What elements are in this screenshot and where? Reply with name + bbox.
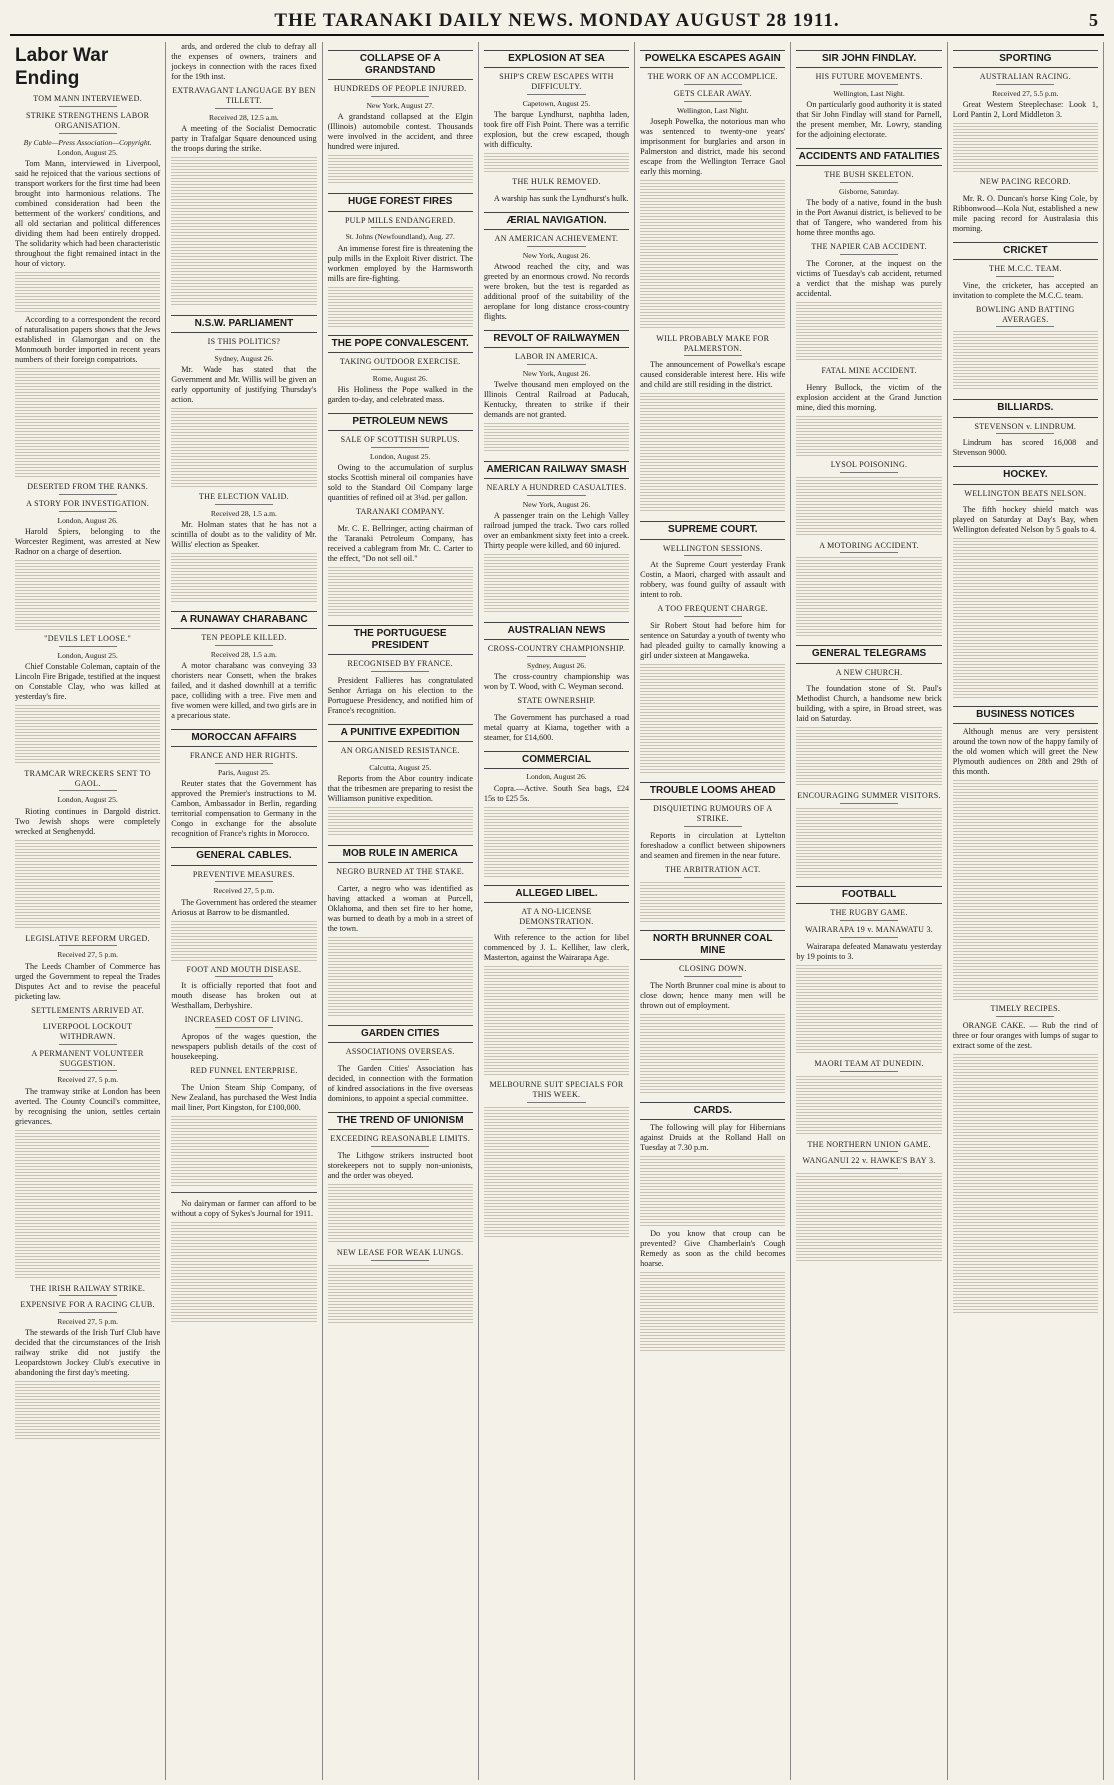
dateline: Received 28, 12.5 a.m. [209,112,279,122]
subheading: CLOSING DOWN. [640,964,785,977]
text-filler [796,557,941,637]
article-text: ards, and ordered the club to defray all the expenses of owners, trainers and jockeys in connection with the races fixed for the 19th inst. [171,42,317,81]
column-6 [791,42,947,1780]
text-filler [484,554,629,614]
text-filler [328,155,473,185]
subheading: THE BUSH SKELETON. [796,170,941,183]
page-number: 5 [1089,10,1098,30]
headline: CRICKET [953,242,1098,260]
text-filler [796,808,941,878]
text-filler [640,664,785,774]
subheading: WELLINGTON SESSIONS. [640,544,785,557]
subheading: LEGISLATIVE REFORM URGED. [15,934,160,947]
text-filler [171,408,316,488]
dateline: Received 27, 5.5 p.m. [992,88,1059,98]
subheading: SETTLEMENTS ARRIVED AT. [15,1006,160,1019]
column-1 [10,42,166,1780]
advertisement-text: No dairyman or farmer can afford to be without a copy of Sykes's Journal for 1911. [171,1198,317,1218]
dateline: Rome, August 26. [372,373,428,383]
dateline: St. Johns (Newfoundland), Aug. 27. [345,232,455,242]
subheading: EXPENSIVE FOR A RACING CLUB. [15,1300,160,1313]
article-text: Joseph Powelka, the notorious man who was sentenced to twenty-one years' imprisonment for burglaries and arson in Palmerston and district, made his second escape from the Wellington Terrace Gaol early this morning. [640,116,786,176]
subheading: WANGANUI 22 v. HAWKE'S BAY 3. [796,1156,941,1169]
headline: ACCIDENTS AND FATALITIES [796,148,941,166]
dateline: London, August 26. [526,772,587,782]
article-text: Lindrum has scored 16,008 and Stevenson 9000. [952,438,1098,458]
masthead [10,8,1104,36]
subheading: AN AMERICAN ACHIEVEMENT. [484,234,629,247]
article-text: His Holiness the Pope walked in the garden to-day, and celebrated mass. [327,384,473,404]
article-text: On particularly good authority it is stated that Sir John Findlay will stand for Parnell, the present member, Mr. Lowry, standing for the adjoining electorate. [796,100,942,140]
article-text: At the Supreme Court yesterday Frank Costin, a Maori, charged with assault and robbery, was found guilty of assault with intent to rob. [640,560,786,600]
text-filler [953,331,1098,391]
subheading: PREVENTIVE MEASURES. [171,870,316,883]
headline: CARDS. [640,1102,785,1120]
dateline: London, August 25. [57,650,118,660]
subheading: A STORY FOR INVESTIGATION. [15,499,160,512]
dateline: Received 28, 1.5 a.m. [210,649,277,659]
article-text: Apropos of the wages question, the newspapers publish details of the cost of housekeeping. [171,1032,317,1061]
headline: N.S.W. PARLIAMENT [171,315,316,333]
headline: HOCKEY. [953,466,1098,484]
dateline: Received 28, 1.5 a.m. [210,508,277,518]
article-text: The North Brunner coal mine is about to close down; hence many men will be thrown out of employment. [640,980,786,1010]
headline: ALLEGED LIBEL. [484,885,629,903]
subheading: TRAMCAR WRECKERS SENT TO GAOL. [15,769,160,792]
subheading: FOOT AND MOUTH DISEASE. [171,965,316,978]
headline: A PUNITIVE EXPEDITION [328,724,473,742]
subheading: DISQUIETING RUMOURS OF A STRIKE. [640,804,785,827]
subheading: EXCEEDING REASONABLE LIMITS. [328,1134,473,1147]
headline: REVOLT OF RAILWAYMEN [484,330,629,348]
main-heading: Labor War Ending [15,45,109,90]
headline: BUSINESS NOTICES [953,706,1098,724]
text-filler [953,780,1098,1000]
subheading: INCREASED COST OF LIVING. [171,1015,316,1028]
dateline: Capetown, August 25. [522,98,591,108]
dateline: Received 27, 5 p.m. [57,1075,119,1085]
article-text: The foundation stone of St. Paul's Methodist Church, a handsome new brick building, with a spire, in Broad street, was laid on Saturday. [796,684,942,724]
subheading: TARANAKI COMPANY. [328,507,473,520]
text-filler [796,965,941,1055]
subheading: FRANCE AND HER RIGHTS. [171,751,316,764]
article-text: The tramway strike at London has been averted. The County Council's committee, by recognising the union, settles certain grievances. [15,1086,161,1126]
text-filler [15,840,160,930]
dateline: Sydney, August 26. [214,353,274,363]
article-text: Sir Robert Stout had before him for sentence on Saturday a youth of twenty who had pleaded guilty to carnally knowing a girl under sixteen at Mangaweka. [640,621,786,661]
subheading: TOM MANN INTERVIEWED. [15,94,160,107]
article-text: The cross-country championship was won by T. Wood, with C. Weyman second. [483,672,630,692]
text-filler [15,705,160,765]
subheading: STATE OWNERSHIP. [484,696,629,709]
subheading: AN ORGANISED RESISTANCE. [328,746,473,759]
headline: TROUBLE LOOMS AHEAD [640,782,785,800]
article-text: The Union Steam Ship Company, of New Zealand, has purchased the West India mail liner, Port Kingston, for £100,000. [171,1082,317,1112]
article-text: The Lithgow strikers instructed boot storekeepers not to supply non-unionists, and the order was obeyed. [327,1150,473,1180]
article-text: The Government has ordered the steamer Ariosus at Barrow to be dismantled. [171,897,317,917]
subheading: AUSTRALIAN RACING. [953,72,1098,85]
subheading: EXTRAVAGANT LANGUAGE BY BEN TILLETT. [171,86,316,109]
text-filler [484,423,629,453]
dateline: London, August 25. [57,147,118,157]
headline: PETROLEUM NEWS [328,413,473,431]
text-filler [328,1265,473,1325]
dateline: Paris, August 25. [217,768,270,778]
dateline: New York, August 26. [522,250,591,260]
text-filler [15,560,160,630]
text-filler [171,921,316,961]
text-filler [484,1107,629,1237]
headline: GARDEN CITIES [328,1025,473,1043]
subheading: ASSOCIATIONS OVERSEAS. [328,1047,473,1060]
subheading: THE NORTHERN UNION GAME. [796,1140,941,1153]
text-filler [15,1130,160,1280]
columns [10,42,1104,1780]
headline: GENERAL TELEGRAMS [796,645,941,663]
headline: MOB RULE IN AMERICA [328,845,473,863]
text-filler [640,180,785,330]
dateline: Received 27, 5 p.m. [57,950,119,960]
article-text: The Government has purchased a road metal quarry at Kiama, together with a steamer, for £14,600. [483,713,630,743]
article-text: The fifth hockey shield match was played on Saturday at Day's Bay, when Wellington defeated Nelson by 5 goals to 4. [952,505,1098,535]
subheading: NEW PACING RECORD. [953,177,1098,190]
subheading: SHIP'S CREW ESCAPES WITH DIFFICULTY. [484,72,629,95]
subheading: TAKING OUTDOOR EXERCISE. [328,357,473,370]
article-text: Carter, a negro who was identified as having attacked a woman at Purcell, Oklahoma, and then set fire to her home, was burned to death by a mob in a street of the town. [327,883,473,933]
text-filler [953,538,1098,698]
subheading: THE WORK OF AN ACCOMPLICE. [640,72,785,85]
article-text: With reference to the action for libel commenced by J. L. Kelliher, law clerk, Masterton, against the Wairarapa Age. [483,933,630,963]
text-filler [15,368,160,478]
subheading: HUNDREDS OF PEOPLE INJURED. [328,84,473,97]
headline: MOROCCAN AFFAIRS [171,729,316,747]
article-text: Wairarapa defeated Manawatu yesterday by 19 points to 3. [796,941,942,961]
article-text: Henry Bullock, the victim of the explosion accident at the Grand Junction mine, died this morning. [796,382,942,412]
headline: SPORTING [953,50,1098,68]
subheading: NEARLY A HUNDRED CASUALTIES. [484,483,629,496]
headline: HUGE FOREST FIRES [328,193,473,211]
subheading: LYSOL POISONING. [796,460,941,473]
article-text: President Fallieres has congratulated Senhor Arriaga on his election to the Portuguese Presidency, and notified him of France's recognition. [327,675,473,715]
dateline: Sydney, August 26. [526,661,586,671]
headline: SUPREME COURT. [640,521,785,539]
subheading: BOWLING AND BATTING AVERAGES. [953,305,1098,328]
column-2 [166,42,322,1780]
headline: COMMERCIAL [484,751,629,769]
dateline: Wellington, Last Night. [833,88,905,98]
text-filler [796,727,941,787]
subheading: "DEVILS LET LOOSE." [15,634,160,647]
text-filler [484,153,629,173]
article-text: Great Western Steeplechase: Look 1, Lord Pantin 2, Lord Middleton 3. [952,100,1098,120]
text-filler [640,1272,785,1352]
text-filler [328,937,473,1017]
subheading: THE ARBITRATION ACT. [640,865,785,878]
column-3 [323,42,479,1780]
headline: POWELKA ESCAPES AGAIN [640,50,785,68]
text-filler [328,1184,473,1244]
subheading: A MOTORING ACCIDENT. [796,541,941,554]
article-text: Vine, the cricketer, has accepted an invitation to complete the M.C.C. team. [952,280,1098,300]
article-text: Mr. C. E. Bellringer, acting chairman of the Taranaki Petroleum Company, has received a cablegram from Mr. C. Carter to the effect, "Do not sell oil." [327,523,473,563]
dateline: London, August 25. [370,451,431,461]
article-text: Mr. Holman states that he has not a scintilla of doubt as to the validity of Mr. Willis' election as Speaker. [171,519,317,549]
subheading: CROSS-COUNTRY CHAMPIONSHIP. [484,644,629,657]
dateline: Received 27, 5 p.m. [213,886,275,896]
headline: THE POPE CONVALESCENT. [328,335,473,353]
article-text: Do you know that croup can be prevented? Give Chamberlain's Cough Remedy as soon as the child becomes hoarse. [640,1228,786,1268]
subheading: A PERMANENT VOLUNTEER SUGGESTION. [15,1049,160,1072]
text-filler [796,416,941,456]
text-filler [640,393,785,513]
headline: GENERAL CABLES. [171,847,316,865]
headline: BILLIARDS. [953,399,1098,417]
byline: By Cable—Press Association—Copyright. [23,137,152,147]
text-filler [953,123,1098,173]
article-text: Rioting continues in Dargold district. Two Jewish shops were completely wrecked at Senghenydd. [15,806,161,836]
article-text: A grandstand collapsed at the Elgin (Illinois) automobile contest. Thousands were involved in the accident, and three hundred were injured. [327,112,473,152]
article-text: ORANGE CAKE. — Rub the rind of three or four oranges with lumps of sugar to extract some of the zest. [952,1021,1098,1051]
headline: NORTH BRUNNER COAL MINE [640,930,785,960]
article-text: Chief Constable Coleman, captain of the Lincoln Fire Brigade, testified at the inquest on Constable Clay, who was killed at yesterday's fire. [15,661,161,701]
text-filler [328,807,473,837]
headline: COLLAPSE OF A GRANDSTAND [328,50,473,80]
article-text: The barque Lyndhurst, naphtha laden, took fire off Fish Point. There was a terrific explosion, but the crew escaped, though with difficulty. [483,109,630,149]
article-text: A warship has sunk the Lyndhurst's hulk. [493,193,629,203]
dateline: Received 27, 5 p.m. [57,1317,119,1327]
subheading: RECOGNISED BY FRANCE. [328,659,473,672]
subheading: GETS CLEAR AWAY. [640,89,785,102]
column-7 [948,42,1104,1780]
article-text: The body of a native, found in the bush in the Port Awanui district, is believed to be that of Tangere, who wandered from his home three months ago. [796,198,942,238]
article-text: Owing to the accumulation of surplus stocks Scottish mineral oil companies have sold to the Standard Oil Company large quantities of refined oil at 3¼d. per gallon. [327,462,473,502]
subheading: MELBOURNE SUIT SPECIALS FOR THIS WEEK. [484,1080,629,1103]
headline: THE TREND OF UNIONISM [328,1112,473,1130]
subheading: STEVENSON v. LINDRUM. [953,422,1098,435]
article-text: Harold Spiers, belonging to the Worcester Regiment, was arrested at New Radnor on a charge of desertion. [15,526,161,556]
headline: AMERICAN RAILWAY SMASH [484,461,629,479]
subheading: ENCOURAGING SUMMER VISITORS. [796,791,941,804]
text-filler [640,1156,785,1226]
subheading: THE IRISH RAILWAY STRIKE. [15,1284,160,1297]
headline: SIR JOHN FINDLAY. [796,50,941,68]
dateline: Gisborne, Saturday. [839,187,900,197]
text-filler [953,1054,1098,1314]
subheading: WELLINGTON BEATS NELSON. [953,489,1098,502]
dateline: New York, August 26. [522,368,591,378]
text-filler [484,966,629,1076]
text-filler [171,1222,316,1322]
headline: AUSTRALIAN NEWS [484,622,629,640]
headline: ÆRIAL NAVIGATION. [484,212,629,230]
divider [171,1192,316,1193]
subheading: THE HULK REMOVED. [484,177,629,190]
article-text: A motor charabanc was conveying 33 choristers near Consett, when the brakes failed, and it dashed downhill at a terrific pace, colliding with a tree. Five men and five women were killed, and two girls are in a precarious state. [171,661,317,721]
subheading: THE M.C.C. TEAM. [953,264,1098,277]
subheading: THE ELECTION VALID. [171,492,316,505]
text-filler [796,1076,941,1136]
subheading: LABOR IN AMERICA. [484,352,629,365]
subheading: LIVERPOOL LOCKOUT WITHDRAWN. [15,1022,160,1045]
text-filler [171,1116,316,1186]
column-4 [479,42,635,1780]
text-filler [796,1173,941,1263]
subheading: FATAL MINE ACCIDENT. [796,366,941,379]
subheading: NEGRO BURNED AT THE STAKE. [328,867,473,880]
subheading: SALE OF SCOTTISH SURPLUS. [328,435,473,448]
text-filler [640,882,785,922]
masthead-title: THE TARANAKI DAILY NEWS. MONDAY AUGUST 28 1911. [274,10,840,31]
subheading: A TOO FREQUENT CHARGE. [640,604,785,617]
article-text: Mr. R. O. Duncan's horse King Cole, by Ribbonwood—Kola Nut, established a new mile pacing record for Australasia this morning. [952,193,1098,233]
text-filler [796,302,941,362]
subheading: NEW LEASE FOR WEAK LUNGS. [328,1248,473,1261]
article-text: The stewards of the Irish Turf Club have decided that the circumstances of the Irish railway strike did not justify the Leopardstown Jockey Club's executive in abandoning the first day's meeting. [15,1328,161,1378]
subheading: WILL PROBABLY MAKE FOR PALMERSTON. [640,334,785,357]
article-text: Twelve thousand men employed on the Illinois Central Railroad at Paducah, Kentucky, threaten to strike if their demands are not granted. [483,380,630,420]
article-text: A meeting of the Socialist Democratic party in Trafalgar Square denounced using the troops during the strike. [171,123,317,153]
text-filler [640,1014,785,1094]
article-text: Reports from the Abor country indicate that the tribesmen are preparing to resist the Williamson punitive expedition. [327,774,473,803]
article-text: According to a correspondent the record of naturalisation papers shows that the Jews established in Glamorgan and on the Monmouth border imported in recent years numbers of their foreign compatriots. [15,315,161,365]
text-filler [328,567,473,617]
headline: A RUNAWAY CHARABANC [171,611,316,629]
headline: FOOTBALL [796,886,941,904]
text-filler [796,477,941,537]
text-filler [171,553,316,603]
subheading: IS THIS POLITICS? [171,337,316,350]
text-filler [484,807,629,877]
subheading: AT A NO-LICENSE DEMONSTRATION. [484,907,629,930]
article-text: Mr. Wade has stated that the Government and Mr. Willis will be given an early opportunity of justifying Thursday's action. [171,364,317,404]
column-5 [635,42,791,1780]
article-text: The Coroner, at the inquest on the victims of Tuesday's cab accident, returned a verdict that the mishap was purely accidental. [796,259,942,299]
article-text: An immense forest fire is threatening the pulp mills in the Exploit River district. The workmen employed by the Harmsworth mills are fire-fighting. [327,243,473,283]
text-filler [328,287,473,327]
subheading: TIMELY RECIPES. [953,1004,1098,1017]
subheading: THE RUGBY GAME. [796,908,941,921]
subheading: THE NAPIER CAB ACCIDENT. [796,242,941,255]
subheading: PULP MILLS ENDANGERED. [328,216,473,229]
subheading: HIS FUTURE MOVEMENTS. [796,72,941,85]
article-text: Tom Mann, interviewed in Liverpool, said he rejoiced that the various sections of transport workers for the first time had been brought into harmonious relations. The combined consideration had been the betterment of the workers' conditions, and all old sectarian and political differences dividing them had been entirely dropped. The solidarity which had been characteristic throughout the fight remained intact in the hour of victory. [15,159,161,269]
subheading: TEN PEOPLE KILLED. [171,633,316,646]
article-text: The following will play for Hibernians against Druids at the Rolland Hall on Tuesday at 7.30 p.m. [640,1122,786,1152]
article-text: Reports in circulation at Lyttelton foreshadow a conflict between shipowners and seamen and firemen in the near future. [640,830,786,860]
article-text: The Leeds Chamber of Commerce has urged the Government to repeal the Trades Disputes Act and to revise the peaceful picketing law. [15,961,161,1001]
subheading: DESERTED FROM THE RANKS. [15,482,160,495]
article-text: It is officially reported that foot and mouth disease has broken out at Westhallam, Derbyshire. [171,981,317,1011]
article-text: The announcement of Powelka's escape caused considerable interest here. His wife and child are still residing in the district. [640,360,786,390]
article-text: Atwood reached the city, and was greeted by an enormous crowd. No records were broken, but the test is regarded as additional proof of the suitability of the aeroplane for long distance cross-country flights. [483,261,630,321]
dateline: Wellington, Last Night. [677,105,749,115]
article-text: Copra.—Active. South Sea bags, £24 15s to £25 5s. [483,783,630,803]
dateline: New York, August 27. [366,101,434,111]
article-text: The Garden Cities' Association has decided, in connection with the formation of kindred associations in the five overseas dominions, to appoint a special committee. [327,1063,473,1103]
subheading: A NEW CHURCH. [796,668,941,681]
headline: THE PORTUGUESE PRESIDENT [328,625,473,655]
subheading: WAIRARAPA 19 v. MANAWATU 3. [796,925,941,938]
subheading: MAORI TEAM AT DUNEDIN. [796,1059,941,1072]
dateline: London, August 26. [57,515,118,525]
dateline: London, August 25. [57,795,118,805]
headline: EXPLOSION AT SEA [484,50,629,68]
text-filler [171,157,316,307]
article-text: Although menus are very persistent around the town now of the happy family of the old women which will greet the New Plymouth audiences on 28th and 29th of this month. [952,727,1098,777]
dateline: New York, August 26. [522,500,591,509]
article-text: A passenger train on the Lehigh Valley railroad jumped the track. Two cars rolled over an embankment sixty feet into a creek. Thirty people were killed, and 60 injured. [483,511,630,551]
text-filler [15,272,160,312]
subheading: STRIKE STRENGTHENS LABOR ORGANISATION. [15,111,160,134]
dateline: Calcutta, August 25. [369,762,432,772]
subheading: RED FUNNEL ENTERPRISE. [171,1066,316,1079]
article-text: Reuter states that the Government has approved the Premier's instructions to M. Cambon, Ambassador in Berlin, regarding territorial compensation to Germany in the Congo in exchange for the absolute recognition of France's rights in Morocco. [171,779,317,839]
text-filler [15,1381,160,1441]
